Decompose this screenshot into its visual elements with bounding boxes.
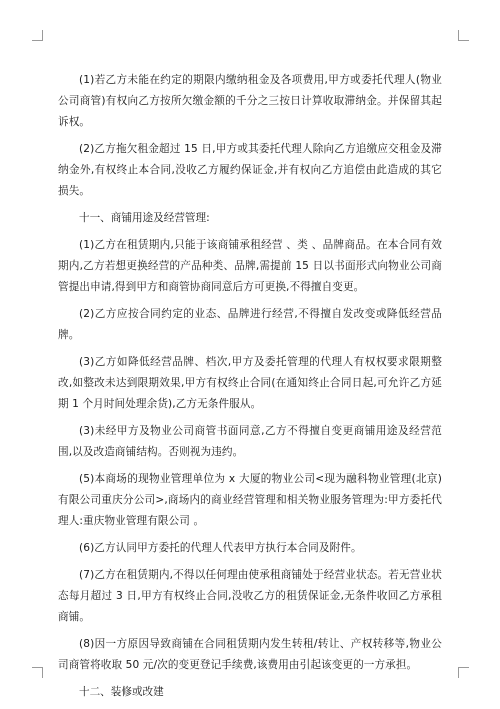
crop-mark-bottom-right <box>458 667 469 678</box>
clause-11-item-2: (2)乙方应按合同约定的业态、品牌进行经营,不得擅自发改变或降低经营品牌。 <box>58 308 442 341</box>
crop-mark-bottom-left <box>32 667 43 678</box>
clause-11-item-7: (7)乙方在租赁期内,不得以任何理由使承租商铺处于经营业状态。若无营业状态每月超过 3 日,甲方有权终止合同,没收乙方的租赁保证金,无条件收回乙方承租商铺。 <box>58 569 442 623</box>
crop-mark-top-left <box>32 30 43 41</box>
clause-11-item-5: (5)本商场的现物业管理单位为 x 大厦的物业公司<现为融科物业管理(北京)有限公司重庆分公司>,商场内的商业经营管理和相关物业服务管理为:甲方委托代理人:重庆物业管理有限公司 。 <box>58 473 442 527</box>
section-heading-11: 十一、商铺用途及经营管理: <box>79 212 210 224</box>
clause-11-item-3b: (3)未经甲方及物业公司商管书面同意,乙方不得擅自变更商铺用途及经营范围,以及改造商铺结构。否则视为违约。 <box>58 425 442 458</box>
clause-10-item-1: (1)若乙方未能在约定的期限内缴纳租金及各项费用,甲方或委托代理人(物业公司商管)有权向乙方按所欠缴金额的千分之三按日计算收取滞纳金。并保留其起诉权。 <box>58 74 442 128</box>
clause-10-item-2: (2)乙方拖欠租金超过 15 日,甲方或其委托代理人除向乙方追缴应交租金及滞纳金外,有权终止本合同,没收乙方履约保证金,并有权向乙方追偿由此造成的其它损失。 <box>58 143 442 197</box>
clause-11-item-3a: (3)乙方如降低经营品牌、档次,甲方及委托管理的代理人有权权要求限期整改,如整改未达到限期效果,甲方有权终止合同(在通知终止合同日起,可允许乙方延期 1 个月时间处理余货),乙方无条件服从。 <box>58 356 442 410</box>
clause-11-item-6: (6)乙方认同甲方委托的代理人代表甲方执行本合同及附件。 <box>79 542 362 554</box>
clause-11-item-1: (1)乙方在租赁期内,只能于该商铺承租经营 、类 、品牌商品。在本合同有效期内,乙方若想更换经营的产品种类、品牌,需提前 15 日以书面形式向物业公司商管提出申请,得到甲方和商管协商同意后方可更换,不得擅自变更。 <box>58 239 442 293</box>
clause-11-item-8: (8)因一方原因导致商铺在合同租赁期内发生转租/转让、产权转移等,物业公司商管将收取 50 元/次的变更登记手续费,该费用由引起该变更的一方承担。 <box>58 638 442 671</box>
document-body <box>58 70 442 709</box>
section-heading-12: 十二、装修或改建 <box>79 686 164 698</box>
crop-mark-top-right <box>458 30 469 41</box>
